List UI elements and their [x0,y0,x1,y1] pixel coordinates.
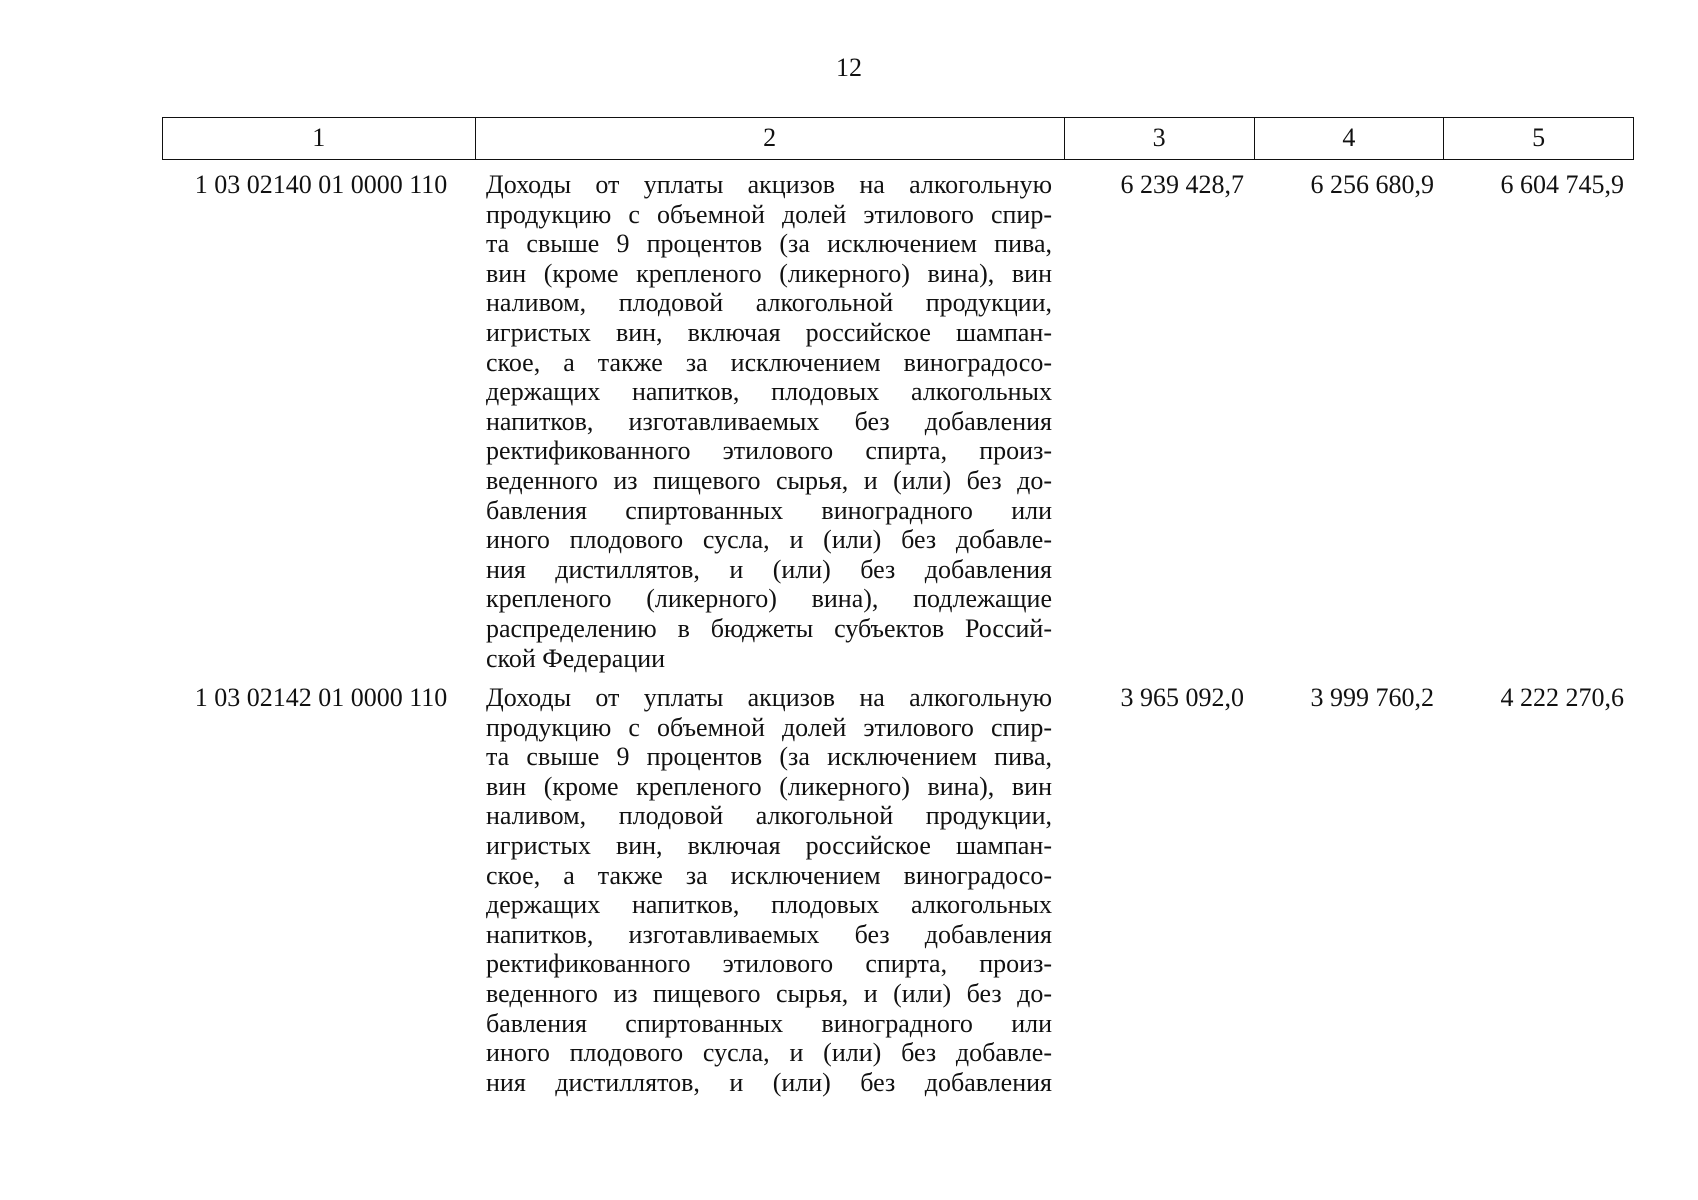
description-line: та свыше 9 процентов (за исключением пива, [486,742,1052,772]
description-line: ской Федерации [486,643,666,673]
amount-column-4: 6 256 680,9 [1310,170,1434,199]
amount-column-3: 6 239 428,7 [1120,170,1244,199]
amount-column-5: 6 604 745,9 [1500,170,1624,199]
description-line: держащих напитков, плодовых алкогольных [486,890,1052,920]
description-line: ректификованного этилового спирта, произ- [486,436,1052,466]
revenue-code: 1 03 02142 01 0000 110 [194,683,448,713]
description-line: напитков, изготавливаемых без добавления [486,919,1052,949]
description-line: иного плодового сусла, и (или) без добавле- [486,1038,1052,1068]
amount-column-5: 4 222 270,6 [1500,683,1624,713]
header-cell-2: 2 [475,118,1064,159]
description-line: иного плодового сусла, и (или) без добавле- [486,525,1052,555]
description-line: та свыше 9 процентов (за исключением пива, [486,229,1052,259]
table-row [162,170,1634,673]
revenue-table [162,117,1634,1097]
description-line: ское, а также за исключением виноградосо- [486,347,1052,377]
table-body [162,170,1634,1097]
table-header-row [162,117,1634,160]
description-line: крепленого (ликерного) вина), подлежащие [486,584,1052,614]
page-number: 12 [836,53,862,82]
revenue-code: 1 03 02140 01 0000 110 [194,170,448,199]
description-line: напитков, изготавливаемых без добавления [486,406,1052,436]
description-line: наливом, плодовой алкогольной продукции, [486,801,1052,831]
header-cell-1: 1 [312,123,326,152]
description-line: продукцию с объемной долей этилового спир- [486,199,1052,229]
description-line: ния дистиллятов, и (или) без добавления [486,554,1052,584]
revenue-description [474,170,1064,673]
description-line: продукцию с объемной долей этилового спир- [486,712,1052,742]
description-line: Доходы от уплаты акцизов на алкогольную [486,683,1052,713]
description-line: игристых вин, включая российское шампан- [486,317,1052,347]
description-line: держащих напитков, плодовых алкогольных [486,377,1052,407]
description-line: бавления спиртованных виноградного или [486,1008,1052,1038]
description-line: вин (кроме крепленого (ликерного) вина), вин [486,258,1052,288]
description-line: игристых вин, включая российское шампан- [486,831,1052,861]
description-line: наливом, плодовой алкогольной продукции, [486,288,1052,318]
description-line: веденного из пищевого сырья, и (или) без до- [486,979,1052,1009]
amount-column-3: 3 965 092,0 [1120,683,1244,713]
revenue-description [474,683,1064,1097]
description-line: вин (кроме крепленого (ликерного) вина), вин [486,771,1052,801]
header-cell-3: 3 [1064,118,1254,159]
description-line: ректификованного этилового спирта, произ- [486,949,1052,979]
description-line: ния дистиллятов, и (или) без добавления [486,1067,1052,1097]
description-line: бавления спиртованных виноградного или [486,495,1052,525]
header-cell-4: 4 [1254,118,1444,159]
table-row [162,683,1634,1097]
description-line: Доходы от уплаты акцизов на алкогольную [486,170,1052,199]
header-cell-5: 5 [1443,118,1633,159]
description-line: распределению в бюджеты субъектов Россий- [486,613,1052,643]
description-line: ское, а также за исключением виноградосо- [486,860,1052,890]
amount-column-4: 3 999 760,2 [1310,683,1434,713]
description-line: веденного из пищевого сырья, и (или) без до- [486,465,1052,495]
